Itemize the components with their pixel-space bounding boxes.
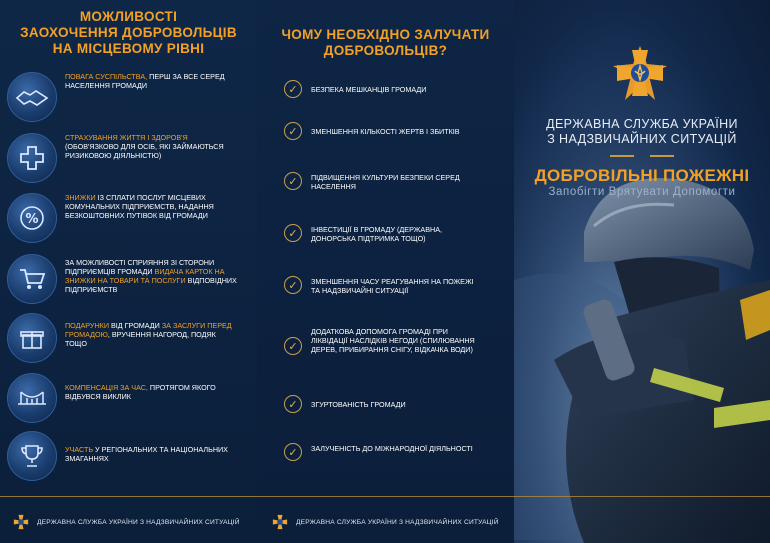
incentive-text: ЗА МОЖЛИВОСТІ СПРИЯННЯ ЗІ СТОРОНИ ПІДПРИЄМЦІВ ГРОМАДИ ВИДАЧА КАРТОК НА ЗНИЖКИ НА ТОВАРИ ТА ПОСЛУГИ ВІДПОВІДНИХ ПІДПРИЄМСТВ <box>65 258 237 294</box>
middle-title-line: ДОБРОВОЛЬЦІВ? <box>323 43 448 58</box>
check-icon: ✓ <box>284 224 302 242</box>
incentive-item-insurance <box>7 133 257 185</box>
handshake-icon <box>7 72 57 122</box>
incentive-text: ЗНИЖКИ ІЗ СПЛАТИ ПОСЛУГ МІСЦЕВИХ КОМУНАЛЬНИХ ПІДПРИЄМСТВ, НАДАННЯ БЕЗКОШТОВНИХ ПУТІВОК ВІД ГРОМАДИ <box>65 193 214 220</box>
left-title-line: МОЖЛИВОСТІ <box>79 9 178 24</box>
incentive-item-cards <box>7 254 257 306</box>
reason-text: ПІДВИЩЕННЯ КУЛЬТУРИ БЕЗПЕКИ СЕРЕД НАСЕЛЕННЯ <box>311 173 460 191</box>
slogan: Запобігти Врятувати Допомогти <box>548 186 736 198</box>
check-icon: ✓ <box>284 172 302 190</box>
bridge-icon <box>7 373 57 423</box>
dsns-emblem-icon <box>12 513 30 531</box>
percent-icon <box>7 193 57 243</box>
shopping-cart-icon <box>7 254 57 304</box>
footer-org-text: ДЕРЖАВНА СЛУЖБА УКРАЇНИ З НАДЗВИЧАЙНИХ СИТУАЦІЙ <box>296 518 499 526</box>
org-line: ДЕРЖАВНА СЛУЖБА УКРАЇНИ <box>546 117 738 131</box>
reason-text: ЗМЕНШЕННЯ ЧАСУ РЕАГУВАННЯ НА ПОЖЕЖІ ТА НАДЗВИЧАЙНІ СИТУАЦІЇ <box>311 277 474 295</box>
incentive-item-competitions <box>7 431 257 483</box>
incentive-text: ПОВАГА СУСПІЛЬСТВА, ПЕРШ ЗА ВСЕ СЕРЕД НАСЕЛЕННЯ ГРОМАДИ <box>65 72 225 90</box>
incentive-item-discounts <box>7 193 257 245</box>
divider <box>650 155 674 157</box>
left-title-line: ЗАОХОЧЕННЯ ДОБРОВОЛЬЦІВ <box>20 25 237 40</box>
gift-icon <box>7 313 57 363</box>
check-icon: ✓ <box>284 443 302 461</box>
reason-text: БЕЗПЕКА МЕШКАНЦІВ ГРОМАДИ <box>311 85 427 94</box>
check-icon: ✓ <box>284 122 302 140</box>
left-column-title <box>0 9 257 57</box>
check-icon: ✓ <box>284 80 302 98</box>
check-icon: ✓ <box>284 337 302 355</box>
organization-name <box>534 117 750 147</box>
divider <box>610 155 634 157</box>
trophy-icon <box>7 431 57 481</box>
incentive-item-compensation <box>7 373 257 425</box>
svg-text:%: % <box>25 212 39 227</box>
brand-title: ДОБРОВІЛЬНІ ПОЖЕЖНІ <box>534 166 750 185</box>
reason-text: ЗГУРТОВАНІСТЬ ГРОМАДИ <box>311 400 406 409</box>
incentive-text: УЧАСТЬ У РЕГІОНАЛЬНИХ ТА НАЦІОНАЛЬНИХ ЗМАГАННЯХ <box>65 445 228 463</box>
reason-text: ІНВЕСТИЦІЇ В ГРОМАДУ (ДЕРЖАВНА, ДОНОРСЬКА ПІДТРИМКА ТОЩО) <box>311 225 443 243</box>
reason-text: ДОДАТКОВА ДОПОМОГА ГРОМАДІ ПРИ ЛІКВІДАЦІЇ НАСЛІДКІВ НЕГОДИ (СПИЛЮВАННЯ ДЕРЕВ, ПРИБИРАННЯ СНІГУ, ВІДКАЧКА ВОДИ) <box>311 327 475 354</box>
left-title-line: НА МІСЦЕВОМУ РІВНІ <box>52 41 205 56</box>
middle-column-title <box>257 27 514 59</box>
footer-left <box>12 513 240 531</box>
footer-divider <box>0 496 770 497</box>
footer-org-text: ДЕРЖАВНА СЛУЖБА УКРАЇНИ З НАДЗВИЧАЙНИХ СИТУАЦІЙ <box>37 518 240 526</box>
incentive-item-gifts <box>7 313 257 365</box>
incentive-text: ПОДАРУНКИ ВІД ГРОМАДИ ЗА ЗАСЛУГИ ПЕРЕД ГРОМАДОЮ, ВРУЧЕННЯ НАГОРОД, ПОДЯК ТОЩО <box>65 321 232 348</box>
footer-middle <box>271 513 499 531</box>
org-line: З НАДЗВИЧАЙНИХ СИТУАЦІЙ <box>547 132 737 146</box>
middle-title-line: ЧОМУ НЕОБХІДНО ЗАЛУЧАТИ <box>281 27 490 42</box>
incentive-text: СТРАХУВАННЯ ЖИТТЯ І ЗДОРОВ'Я (ОБОВ'ЯЗКОВО ДЛЯ ОСІБ, ЯКІ ЗАЙМАЮТЬСЯ РИЗИКОВОЮ ДІЯЛЬНІСТЮ) <box>65 133 224 160</box>
incentive-text: КОМПЕНСАЦІЯ ЗА ЧАС, ПРОТЯГОМ ЯКОГО ВІДБУВСЯ ВИКЛИК <box>65 383 216 401</box>
medical-cross-icon <box>7 133 57 183</box>
check-icon: ✓ <box>284 395 302 413</box>
reason-text: ЗМЕНШЕННЯ КІЛЬКОСТІ ЖЕРТВ І ЗБИТКІВ <box>311 127 460 136</box>
check-icon: ✓ <box>284 276 302 294</box>
dsns-emblem-icon <box>271 513 289 531</box>
dsns-emblem-icon <box>611 44 669 102</box>
reason-text: ЗАЛУЧЕНІСТЬ ДО МІЖНАРОДНОЇ ДІЯЛЬНОСТІ <box>311 444 473 453</box>
incentive-item-respect <box>7 72 257 124</box>
